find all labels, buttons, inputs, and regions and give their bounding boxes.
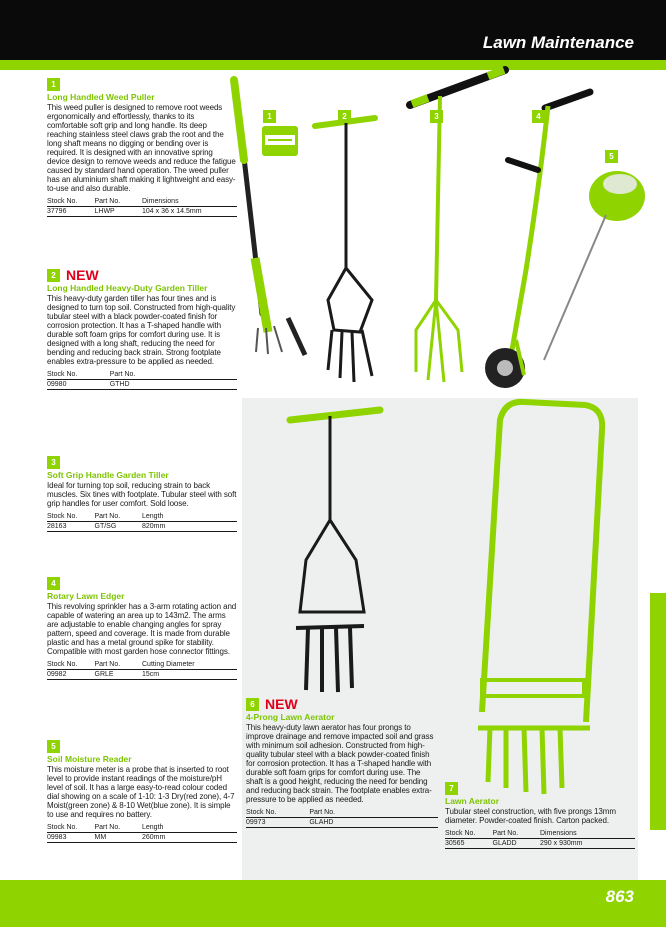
table-row — [246, 818, 438, 828]
spec-header: Stock No. — [47, 661, 78, 668]
spec-header: Stock No. — [47, 371, 78, 378]
product-description: Ideal for turning top soil, reducing strain to back muscles. Six tines with footplate. Tubular steel with soft grip handles for user comfort. Sold loose. — [47, 481, 237, 508]
part-number: GLADD — [493, 839, 541, 849]
page-number: 863 — [605, 887, 634, 906]
stock-number: 09980 — [47, 380, 110, 390]
soil-moisture-reader-illustration — [544, 171, 645, 360]
stock-number: 37796 — [47, 207, 95, 217]
spec-header: Dimensions — [540, 830, 577, 837]
product-section-1 — [47, 78, 237, 217]
product-description: This heavy-duty lawn aerator has four prongs to improve drainage and remove impacted soil and grass with minimum soil adhesion. Constructed from high-quality tubular steel with a black powder-coated finish for corrosion protection. It has a T-shaped handle with durable soft foam grips for comfort during use. The shaft is a good height, reducing the need for bending and reducing back strain. The footplate enables extra-pressure to be applied as needed. — [246, 723, 434, 804]
spec-header: Stock No. — [445, 830, 476, 837]
four-prong-aerator-illustration — [290, 410, 380, 692]
spec-header: Cutting Diameter — [142, 661, 195, 668]
spec-table — [47, 371, 237, 390]
product-title: Lawn Aerator — [445, 796, 500, 806]
table-row — [47, 380, 237, 390]
spec-header: Part No. — [94, 198, 121, 205]
part-number: GTHD — [110, 380, 237, 390]
heavy-duty-tiller-illustration — [315, 118, 375, 382]
weed-puller-body — [255, 258, 268, 332]
spec-value: 104 x 36 x 14.5mm — [142, 207, 237, 217]
product-section-6 — [246, 698, 438, 828]
product-number: 2 — [47, 269, 60, 282]
product-section-5 — [47, 740, 237, 843]
spec-header: Stock No. — [47, 513, 78, 520]
table-row — [445, 839, 635, 849]
image-label-1: 1 — [263, 110, 276, 123]
product-number: 6 — [246, 698, 259, 711]
product-title: Rotary Lawn Edger — [47, 591, 125, 601]
product-description: Tubular steel construction, with five prongs 13mm diameter. Powder-coated finish. Carton packed. — [445, 807, 616, 825]
footer-bar — [0, 880, 666, 927]
spec-table — [246, 809, 438, 828]
product-number: 1 — [47, 78, 60, 91]
spec-value: 820mm — [142, 522, 237, 532]
table-row — [47, 522, 237, 532]
part-number: LHWP — [95, 207, 143, 217]
stock-number: 09973 — [246, 818, 309, 828]
draper-logo-icon — [262, 126, 298, 156]
product-description: This weed puller is designed to remove root weeds ergonomically and effortlessly, thanks to its comfortable soft grip and long handle. Its deep reaching stainless steel claws grab the root and the long shaft means no digging or bending over is required. It is designed with an innovative spring device design to remove weeds and reduce the fatigue caused by standard hand operation. The weed puller has an aluminium shaft making it lightweight and easy-to-use and also durable. — [47, 103, 236, 193]
spec-value: 260mm — [142, 833, 237, 843]
image-label-5: 5 — [605, 150, 618, 163]
stock-number: 30565 — [445, 839, 493, 849]
page-title: Lawn Maintenance — [482, 33, 634, 52]
product-description: This heavy-duty garden tiller has four tines and is designed to turn top soil. Constructed from high-quality tubular steel with a black powder-coated finish for corrosion protection. It has a T-shaped handle with durable soft foam grips for comfort during use. It is designed with a long shaft, reducing the need for bending and reducing back strain. Strong footplate enables extra-pressure to be applied as needed. — [47, 294, 236, 366]
rotary-lawn-edger-illustration — [485, 92, 590, 388]
spec-header: Part No. — [94, 513, 121, 520]
table-row — [47, 670, 237, 680]
product-number: 3 — [47, 456, 60, 469]
image-label-3: 3 — [430, 110, 443, 123]
spec-header: Part No. — [492, 830, 519, 837]
soft-grip-tiller-illustration — [410, 70, 505, 382]
spec-header: Dimensions — [142, 198, 179, 205]
product-title: Long Handled Heavy-Duty Garden Tiller — [47, 283, 208, 293]
part-number: GLAHD — [309, 818, 438, 828]
table-row — [47, 207, 237, 217]
product-section-7 — [445, 782, 635, 849]
image-label-2: 2 — [338, 110, 351, 123]
product-number: 4 — [47, 577, 60, 590]
product-number: 5 — [47, 740, 60, 753]
part-number: GT/SG — [95, 522, 143, 532]
image-label-4: 4 — [532, 110, 545, 123]
product-number: 7 — [445, 782, 458, 795]
spec-value: 15cm — [142, 670, 237, 680]
spec-table — [47, 513, 237, 532]
spec-header: Stock No. — [47, 824, 78, 831]
spec-value: 290 x 930mm — [540, 839, 635, 849]
product-title: Soft Grip Handle Garden Tiller — [47, 470, 169, 480]
part-number: GRLE — [95, 670, 143, 680]
spec-header: Part No. — [109, 371, 136, 378]
spec-header: Part No. — [94, 824, 121, 831]
new-badge: NEW — [265, 696, 298, 712]
new-badge: NEW — [66, 267, 99, 283]
part-number: MM — [95, 833, 143, 843]
spec-header: Stock No. — [47, 198, 78, 205]
spec-header: Length — [142, 513, 164, 520]
spec-table — [47, 824, 237, 843]
product-section-3 — [47, 456, 237, 532]
product-title: 4-Prong Lawn Aerator — [246, 712, 335, 722]
spec-header: Part No. — [309, 809, 336, 816]
spec-table — [47, 198, 237, 217]
spec-table — [47, 661, 237, 680]
product-section-4 — [47, 577, 237, 680]
product-section-2 — [47, 269, 237, 390]
product-title: Long Handled Weed Puller — [47, 92, 155, 102]
stock-number: 09983 — [47, 833, 95, 843]
spec-header: Part No. — [94, 661, 121, 668]
stock-number: 09982 — [47, 670, 95, 680]
table-row — [47, 833, 237, 843]
product-description: This moisture meter is a probe that is inserted to root level to provide instant readings of the moisture/pH level of soil. It has a large easy-to-read colour coded dial showing on a scale of 1-10: 1-3 Dry(red zone), 4-7 Moist(green zone) & 8-10 Wet(blue zone). It is simple to use and requires no battery. — [47, 765, 235, 819]
stock-number: 28163 — [47, 522, 95, 532]
spec-header: Length — [142, 824, 164, 831]
product-description: This revolving sprinkler has a 3-arm rotating action and capable of watering an area up to 143m2. The arms are adjustable to enable changing angles for spray pattern, speed and coverage. It is made from durable plastic and has a metal ground spike for stability. Compatible with most garden hose connector fittings. — [47, 602, 237, 656]
spec-table — [445, 830, 635, 849]
lawn-aerator-illustration — [478, 402, 602, 794]
product-title: Soil Moisture Reader — [47, 754, 132, 764]
spec-header: Stock No. — [246, 809, 277, 816]
